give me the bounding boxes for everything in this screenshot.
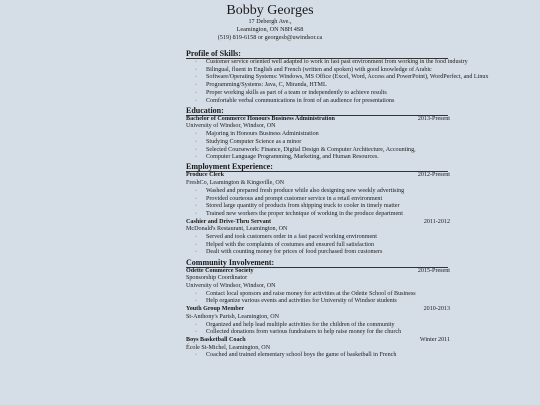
list-item: · Trained new workers the proper technique of working in the produce department	[186, 211, 520, 219]
list-item: · Help organize various events and activities for University of Windsor students	[186, 298, 520, 306]
role-title: Youth Group Member	[186, 306, 245, 313]
organization-name: St-Anthony's Parish, Leamington, ON	[186, 313, 280, 320]
entry-dates: Winter 2011	[419, 337, 450, 343]
profile-list	[186, 59, 520, 105]
list-item: · Organized and help lead multiple activities for the children of the community	[186, 322, 520, 330]
list-item: · Contact local sponsors and raise money for activities at the Odette School of Business	[186, 291, 520, 299]
list-item: · Programming/Systems: Java, C, Miranda, HTML	[186, 82, 520, 90]
list-item: · Studying Computer Science as a minor	[186, 139, 520, 147]
street-address: 17 Debergh Ave.,	[248, 18, 292, 25]
list-item: · Helped with the complaints of costumes and ensured full satisfaction	[186, 242, 520, 250]
list-item: · Coached and trained elementary school boys the game of basketball in French	[186, 352, 520, 360]
section-heading-profile: Profile of Skills:	[186, 49, 448, 59]
role-duties-list	[186, 322, 520, 337]
candidate-name: Bobby Georges	[226, 3, 314, 18]
section-heading-employment: Employment Experience:	[186, 162, 448, 172]
job-duties-list	[186, 234, 520, 257]
entry-heading	[186, 219, 520, 227]
list-item: · Washed and prepared fresh produce while also designing new weekly advertising	[186, 188, 520, 196]
list-item: · Bilingual, fluent in English and French (written and spoken) with good knowledge of Arabic	[186, 67, 520, 75]
organization-name: University of Windsor, Windsor, ON	[186, 283, 276, 290]
role-duties-list	[186, 352, 520, 360]
list-item: · Provided courteous and prompt customer service in a retail environment	[186, 196, 520, 204]
list-item: · Dealt with counting money for prices of food purchased from customers	[186, 249, 520, 257]
organization-name: École St-Michel, Leamington, ON	[186, 344, 271, 351]
job-title: Cashier and Drive-Thru Servant	[186, 218, 272, 225]
list-item: · Customer service oriented well adapted to work in fast past environment from working in the food industry	[186, 59, 520, 67]
job-title: Produce Clerk	[186, 172, 224, 179]
degree-title: Bachelor of Commerce Honours Business Administration	[186, 115, 335, 122]
entry-dates: 2012-Present	[417, 172, 450, 179]
section-heading-education: Education:	[186, 106, 448, 116]
contact-info: (519) 819-6158 or georgesb@uwindsor.ca	[217, 34, 323, 41]
employer-name: McDonald's Restaurant, Leamington, ON	[186, 226, 288, 233]
list-item: · Majoring in Honours Business Administration	[186, 131, 520, 139]
entry-dates: 2010-2013	[423, 306, 450, 313]
entry-dates: 2015-Present	[417, 267, 450, 274]
list-item: · Served and took customers order in a fast paced working environment	[186, 234, 520, 242]
list-item: · Software/Operating Systems: Windows, MS Office (Excel, Word, Access and PowerPoint), WordPerfect, and Linux	[186, 74, 520, 82]
school-name: University of Windsor, Windsor, ON	[186, 123, 276, 130]
employer-name: FreshCo, Leamington & Kingsville, ON	[186, 180, 285, 187]
resume-header	[0, 3, 540, 42]
role-subtitle: Sponsorship Coordinator	[186, 275, 248, 282]
role-title: Odette Commerce Society	[186, 267, 254, 274]
role-title: Boys Basketball Coach	[186, 337, 246, 343]
entry-heading	[186, 337, 520, 345]
list-item: · Selected Coursework: Finance, Digital Design & Computer Architecture, Accounting,	[186, 147, 520, 155]
role-duties-list	[186, 291, 520, 306]
entry-dates: 2013-Present	[417, 115, 450, 122]
resume-body	[186, 49, 520, 360]
entry-heading	[186, 306, 520, 314]
section-heading-community: Community Involvement:	[186, 258, 448, 268]
list-item: · Proper working skills as part of a team or independently to achieve results	[186, 90, 520, 98]
entry-dates: 2011-2012	[423, 218, 450, 225]
list-item: · Computer Language Programming, Marketing, and Human Resources.	[186, 154, 520, 162]
education-list	[186, 131, 520, 162]
entry-heading	[186, 172, 520, 180]
job-duties-list	[186, 188, 520, 219]
entry-heading	[186, 268, 520, 276]
list-item: · Collected donations from various fundraisers to help raise money for the church	[186, 329, 520, 337]
city-address: Leamington, ON N8H 4S8	[236, 26, 304, 33]
list-item: · Comfortable verbal communications in front of an audience for presentations	[186, 98, 520, 106]
list-item: · Stored large quantity of products from shipping truck to cooler in timely matter	[186, 203, 520, 211]
